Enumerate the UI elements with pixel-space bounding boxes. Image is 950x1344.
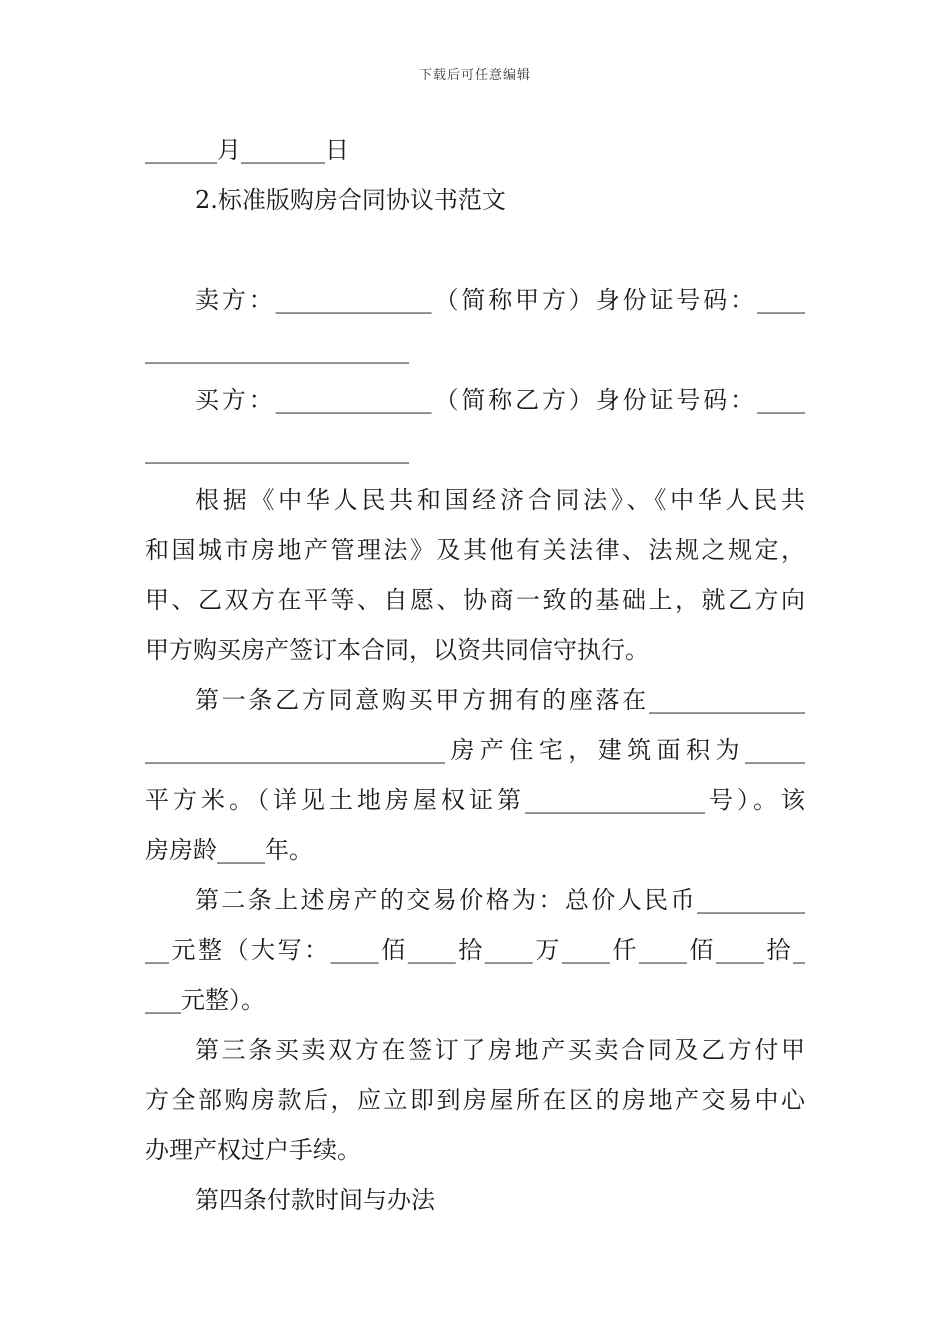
- article-2-line-1: 第二条上述房产的交易价格为：总价人民币_________: [195, 886, 805, 914]
- article-1-line-1: 第一条乙方同意购买甲方拥有的座落在_____________: [195, 686, 805, 714]
- article-3-line-1: 第三条买卖双方在签订了房地产买卖合同及乙方付甲: [195, 1036, 805, 1064]
- preamble-line-3: 甲、乙双方在平等、自愿、协商一致的基础上，就乙方向: [145, 586, 805, 614]
- article-3-line-2: 方全部购房款后，应立即到房屋所在区的房地产交易中心: [145, 1086, 805, 1114]
- article-2-line-3: ___元整）。: [145, 986, 265, 1014]
- article-1-line-4: 房房龄____年。: [145, 836, 313, 864]
- seller-line: 卖方：_____________（简称甲方）身份证号码：____: [195, 286, 805, 314]
- article-1-line-3: 平方米。（详见土地房屋权证第_______________号）。该: [145, 786, 805, 814]
- preamble-line-4: 甲方购买房产签订本合同，以资共同信守执行。: [145, 636, 649, 664]
- date-line: ______月_______日: [145, 136, 349, 164]
- article-4-heading: 第四条付款时间与办法: [195, 1186, 435, 1214]
- page-header-note: 下载后可任意编辑: [418, 68, 531, 83]
- section-title: 2.标准版购房合同协议书范文: [195, 186, 506, 214]
- buyer-line-continued: ______________________: [145, 436, 409, 464]
- article-3-line-3: 办理产权过户手续。: [145, 1136, 361, 1164]
- article-2-line-2: __元整（大写：____佰____拾____万____仟____佰____拾_: [145, 936, 805, 964]
- preamble-line-1: 根据《中华人民共和国经济合同法》、《中华人民共: [195, 486, 805, 514]
- article-1-line-2: _________________________房产住宅，建筑面积为_____: [145, 736, 805, 764]
- buyer-line: 买方：_____________（简称乙方）身份证号码：____: [195, 386, 805, 414]
- preamble-line-2: 和国城市房地产管理法》及其他有关法律、法规之规定，: [145, 536, 805, 564]
- seller-line-continued: ______________________: [145, 336, 409, 364]
